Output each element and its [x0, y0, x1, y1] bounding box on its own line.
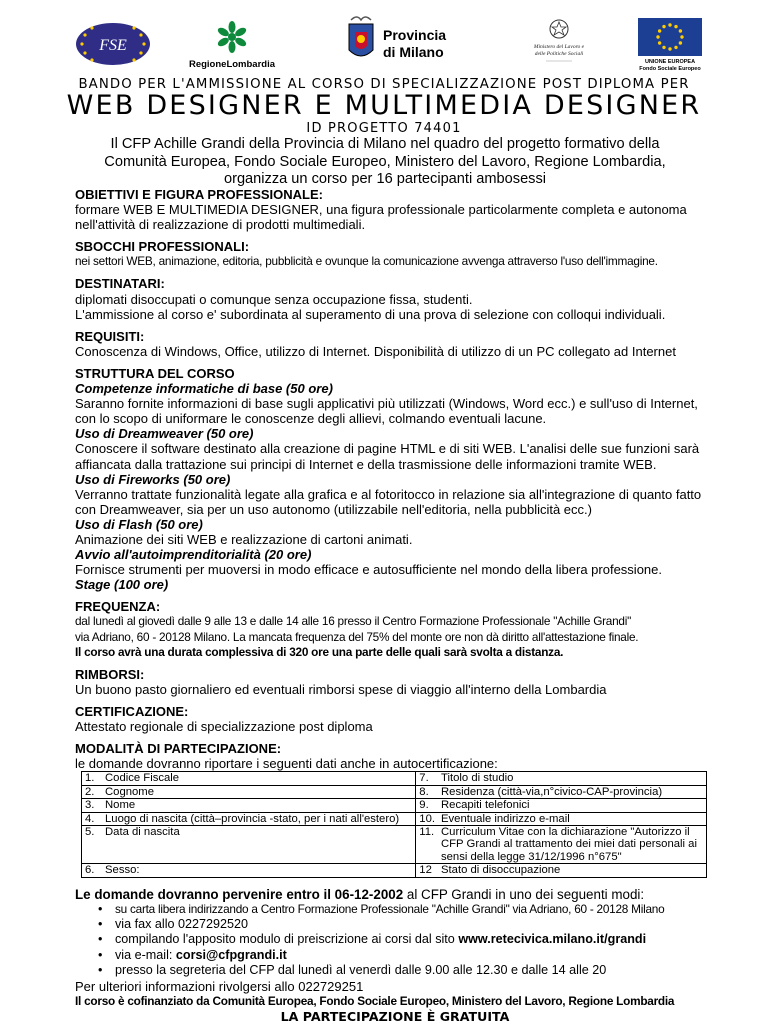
unione-europea-logo: [634, 18, 706, 72]
method-text: presso la segreteria del CFP dal lunedì al venerdì dalle 9.00 alle 12.30 e dalle 14 alle 20: [115, 963, 607, 978]
item-label: Stato di disoccupazione: [438, 864, 707, 877]
document-body: [75, 187, 715, 1024]
method-text: via e-mail:: [115, 947, 176, 962]
section-obiettivi: [75, 187, 715, 232]
fse-logo-text: FSE: [99, 37, 127, 54]
item-number: 11.: [416, 825, 438, 863]
module-title: Uso di Dreamweaver (50 ore): [75, 426, 254, 442]
submission-methods-list: [75, 902, 715, 979]
ministero-lavoro-logo: [524, 18, 594, 72]
destinatari-line1: diplomati disoccupati o comunque senza occupazione fissa, studenti.: [75, 291, 473, 307]
module-title: Competenze informatiche di base (50 ore): [75, 381, 333, 397]
deadline-line: [75, 887, 715, 902]
list-item: [115, 963, 715, 978]
module-text: Fornisce strumenti per muoversi in modo efficace e autosufficiente nel mondo della libera professione.: [75, 562, 662, 578]
struttura-heading: STRUTTURA DEL CORSO: [75, 365, 235, 381]
item-label: Sesso:: [102, 864, 416, 877]
item-number: 1.: [82, 772, 103, 785]
rimborsi-heading: RIMBORSI:: [75, 666, 145, 682]
section-sbocchi: [75, 239, 715, 269]
table-row: [82, 772, 707, 785]
module-title: Stage (100 ore): [75, 577, 169, 593]
modalita-text: le domande dovranno riportare i seguenti dati anche in autocertificazione:: [75, 756, 498, 772]
table-row: [82, 785, 707, 798]
list-item: [115, 917, 715, 932]
table-row: [82, 825, 707, 863]
module-title: Avvio all'autoimprenditorialità (20 ore): [75, 547, 312, 563]
frequenza-line2: via Adriano, 60 - 20128 Milano. La mancata frequenza del 75% del monte ore non dà diritto all'attestazione finale.: [75, 629, 639, 644]
item-number: 10.: [416, 812, 438, 825]
obiettivi-heading: OBIETTIVI E FIGURA PROFESSIONALE:: [75, 187, 323, 202]
provincia-logo-line1: Provincia: [383, 27, 447, 43]
method-text: su carta libera indirizzando a Centro Formazione Professionale "Achille Grandi" via Adriano, 60 - 20128 Milano: [115, 901, 665, 916]
item-number: 3.: [82, 799, 103, 812]
frequenza-line3: Il corso avrà una durata complessiva di 320 ore una parte delle quali sarà svolta a distanza.: [75, 644, 564, 659]
eu-logo-line2: Fondo Sociale Europeo: [639, 66, 701, 72]
section-modalita: [75, 741, 715, 877]
item-label: Eventuale indirizzo e-mail: [438, 812, 707, 825]
website-link[interactable]: www.retecivica.milano.it/grandi: [458, 932, 647, 947]
provincia-logo-line2: di Milano: [383, 44, 444, 60]
module-title: Uso di Fireworks (50 ore): [75, 471, 231, 487]
table-row: [82, 799, 707, 812]
module-text: Verranno trattate funzionalità legate alla grafica e al fotoritocco in relazione sia all'integrazione di quanto fatto con Dreamweaver, sia per un uso autonomo (utilizzabile nell'editoria, nella pubblicità ecc.): [75, 486, 702, 517]
section-frequenza: [75, 599, 715, 659]
bando-heading: BANDO PER L'AMMISSIONE AL CORSO DI SPECIALIZZAZIONE POST DIPLOMA PER: [78, 77, 690, 92]
item-number: 2.: [82, 785, 103, 798]
item-label: Nome: [102, 799, 416, 812]
table-row: [82, 812, 707, 825]
item-label: Codice Fiscale: [102, 772, 416, 785]
cofinanziato-line: Il corso è cofinanziato da Comunità Europea, Fondo Sociale Europeo, Ministero del Lavoro, Regione Lombardia: [75, 993, 675, 1008]
fse-logo: [75, 22, 151, 66]
svg-text:delle Politiche Sociali: delle Politiche Sociali: [534, 51, 584, 57]
rimborsi-text: Un buono pasto giornaliero ed eventuali rimborsi spese di viaggio all'interno della Lombardia: [75, 681, 607, 697]
sbocchi-text: nei settori WEB, animazione, editoria, pubblicità e ovunque la comunicazione avvenga attraverso l'uso dell'immagine.: [75, 254, 658, 269]
section-destinatari: [75, 276, 715, 321]
regione-lombardia-logo: [186, 18, 278, 72]
requisiti-text: Conoscenza di Windows, Office, utilizzo di Internet. Disponibilità di utilizzo di un PC collegato ad Internet: [75, 343, 676, 359]
required-data-table: [81, 771, 707, 877]
module-text: Saranno fornite informazioni di base sugli applicativi più utilizzati (Windows, Word ecc.) e sull'uso di Internet, con lo scopo di uniformare le conoscenze degli allievi, colmando eventuali lacune.: [75, 396, 698, 427]
logo-bar: [0, 14, 768, 70]
module-text: Animazione dei siti WEB e realizzazione di cartoni animati.: [75, 531, 413, 547]
course-title: WEB DESIGNER E MULTIMEDIA DESIGNER: [66, 90, 702, 121]
deadline-rest: al CFP Grandi in uno dei seguenti modi:: [403, 886, 645, 902]
frequenza-heading: FREQUENZA:: [75, 599, 161, 615]
requisiti-heading: REQUISITI:: [75, 328, 145, 344]
item-number: 5.: [82, 825, 103, 863]
section-requisiti: [75, 329, 715, 359]
list-item: [115, 948, 715, 963]
module-title: Uso di Flash (50 ore): [75, 516, 203, 532]
certificazione-heading: CERTIFICAZIONE:: [75, 703, 189, 719]
item-number: 7.: [416, 772, 438, 785]
item-label: Cognome: [102, 785, 416, 798]
item-number: 9.: [416, 799, 438, 812]
destinatari-heading: DESTINATARI:: [75, 276, 165, 292]
item-label: Titolo di studio: [438, 772, 707, 785]
item-label: Recapiti telefonici: [438, 799, 707, 812]
gratuita-line: LA PARTECIPAZIONE È GRATUITA: [280, 1008, 510, 1024]
project-id: ID PROGETTO 74401: [306, 121, 462, 136]
info-line: Per ulteriori informazioni rivolgersi allo 022729251: [75, 978, 364, 994]
item-label: Curriculum Vitae con la dichiarazione "Autorizzo il CFP Grandi al trattamento dei miei dati personali ai sensi della legge 31/12/1996 n°675": [438, 825, 707, 863]
svg-text:Ministero del Lavoro e: Ministero del Lavoro e: [533, 44, 585, 50]
section-struttura: [75, 366, 715, 592]
item-label: Residenza (città-via,n°civico-CAP-provincia): [438, 785, 707, 798]
item-number: 4.: [82, 812, 103, 825]
destinatari-line2: L'ammissione al corso e' subordinata al superamento di una prova di selezione con colloqui individuali.: [75, 306, 666, 322]
item-label: Luogo di nascita (città–provincia -stato, per i nati all'estero): [102, 812, 416, 825]
email-link[interactable]: corsi@cfpgrandi.it: [175, 947, 287, 962]
obiettivi-text: formare WEB E MULTIMEDIA DESIGNER, una figura professionale particolarmente completa e autonoma nell'attività di realizzazione di prodotti multimediali.: [75, 202, 687, 233]
list-item: [115, 932, 715, 947]
module-text: Conoscere il software destinato alla creazione di pagine HTML e di siti WEB. L'analisi delle sue funzioni sarà affiancata dalla trattazione sui principi di Internet e della trasmissione delle informazioni tramite WEB.: [75, 441, 700, 472]
item-number: 6.: [82, 864, 103, 877]
intro-paragraph: Il CFP Achille Grandi della Provincia di Milano nel quadro del progetto formativo della Comunità Europea, Fondo Sociale Europeo, Ministero del Lavoro, Regione Lombardia, organizza un corso per 16 partecipanti ambosessi: [104, 136, 666, 187]
list-item: [115, 902, 715, 917]
certificazione-text: Attestato regionale di specializzazione post diploma: [75, 719, 373, 734]
modalita-heading: MODALITÀ DI PARTECIPAZIONE:: [75, 741, 282, 757]
deadline-bold: Le domande dovranno pervenire entro il 06-12-2002: [75, 886, 404, 902]
section-certificazione: [75, 704, 715, 734]
section-rimborsi: [75, 667, 715, 697]
regione-logo-text: RegioneLombardia: [188, 59, 276, 70]
table-row: [82, 864, 707, 877]
item-number: 8.: [416, 785, 438, 798]
item-label: Data di nascita: [102, 825, 416, 863]
item-number: 12: [416, 864, 438, 877]
provincia-milano-logo: [347, 14, 459, 72]
frequenza-line1: dal lunedì al giovedì dalle 9 alle 13 e dalle 14 alle 16 presso il Centro Formazione Professionale "Achille Grandi": [75, 614, 632, 629]
sbocchi-heading: SBOCCHI PROFESSIONALI:: [75, 239, 250, 255]
method-text: compilando l'apposito modulo di preiscrizione ai corsi dal sito: [115, 932, 459, 947]
method-text: via fax allo 0227292520: [115, 917, 249, 932]
eu-logo-line1: UNIONE EUROPEA: [644, 59, 696, 65]
